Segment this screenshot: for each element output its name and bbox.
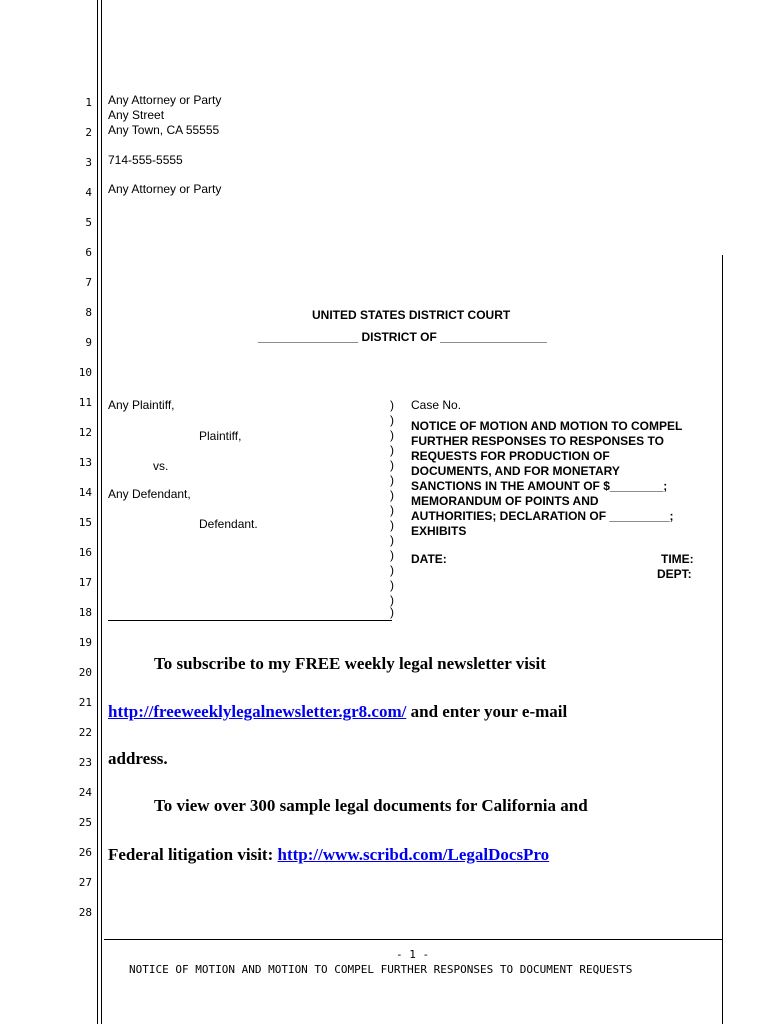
caption-paren: ) [390,473,394,487]
motion-title-line: SANCTIONS IN THE AMOUNT OF $________; [411,479,668,493]
motion-title-line: FURTHER RESPONSES TO RESPONSES TO [411,434,664,448]
line-number: 3 [85,156,92,169]
line-number: 2 [85,126,92,139]
attorney-city: Any Town, CA 55555 [108,123,220,137]
line-number: 28 [78,906,92,919]
hearing-date-label: DATE: [411,552,447,566]
motion-title-line: DOCUMENTS, AND FOR MONETARY [411,464,620,478]
plaintiff-name: Any Plaintiff, [108,398,175,412]
line-number: 8 [85,306,92,319]
line-number: 21 [78,696,92,709]
caption-paren: ) [390,605,394,619]
caption-paren: ) [390,503,394,517]
right-margin-rule [722,255,723,1024]
line-number: 19 [78,636,92,649]
motion-title-line: MEMORANDUM OF POINTS AND [411,494,599,508]
court-district: _______________ DISTRICT OF ________________ [258,330,547,344]
footer-title: NOTICE OF MOTION AND MOTION TO COMPEL FURTHER RESPONSES TO DOCUMENT REQUESTS [129,963,633,976]
line-number: 14 [78,486,92,499]
newsletter-link[interactable]: http://freeweeklylegalnewsletter.gr8.com/ [108,702,407,721]
caption-paren: ) [390,443,394,457]
court-name: UNITED STATES DISTRICT COURT [312,308,511,322]
defendant-name: Any Defendant, [108,487,191,501]
line-number: 13 [78,456,92,469]
caption-bottom-rule [108,620,392,621]
caption-paren: ) [390,488,394,502]
caption-paren: ) [390,593,394,607]
samples-line-1: To view over 300 sample legal documents for California and [154,796,588,815]
caption-paren: ) [390,413,394,427]
case-number-label: Case No. [411,398,462,412]
caption-paren: ) [390,548,394,562]
motion-title-line: AUTHORITIES; DECLARATION OF _________; [411,509,674,523]
line-number: 16 [78,546,92,559]
motion-title-line: EXHIBITS [411,524,467,538]
line-number: 18 [78,606,92,619]
newsletter-line-1: To subscribe to my FREE weekly legal newsletter visit [154,654,546,673]
plaintiff-role: Plaintiff, [199,429,242,443]
defendant-role: Defendant. [199,517,258,531]
line-number: 12 [78,426,92,439]
newsletter-line-2 [108,702,567,722]
caption-paren: ) [390,428,394,442]
versus: vs. [153,459,169,473]
attorney-for: Any Attorney or Party [108,182,222,196]
caption-paren: ) [390,398,394,412]
line-number: 26 [78,846,92,859]
line-number: 17 [78,576,92,589]
caption-paren: ) [390,458,394,472]
footer-rule [104,939,722,940]
page-number: - 1 - [396,948,430,961]
line-number: 23 [78,756,92,769]
samples-line-2 [108,845,549,865]
attorney-name: Any Attorney or Party [108,93,222,107]
motion-title-line: NOTICE OF MOTION AND MOTION TO COMPEL [411,419,683,433]
line-number: 15 [78,516,92,529]
left-margin-rule-1 [97,0,98,1024]
line-number: 25 [78,816,92,829]
attorney-phone: 714-555-5555 [108,153,183,167]
attorney-street: Any Street [108,108,165,122]
line-number: 24 [78,786,92,799]
scribd-link[interactable]: http://www.scribd.com/LegalDocsPro [277,845,550,864]
newsletter-line-3: address. [108,749,168,768]
line-number: 9 [85,336,92,349]
line-number: 7 [85,276,92,289]
line-number: 10 [78,366,92,379]
line-number: 11 [78,396,92,409]
caption-paren: ) [390,563,394,577]
line-number: 1 [85,96,92,109]
caption-paren: ) [390,578,394,592]
hearing-dept-label: DEPT: [657,567,692,581]
hearing-time-label: TIME: [661,552,694,566]
line-number: 20 [78,666,92,679]
line-number: 22 [78,726,92,739]
line-number: 27 [78,876,92,889]
left-margin-rule-2 [101,0,102,1024]
caption-paren: ) [390,533,394,547]
line-number: 4 [85,186,92,199]
samples-prefix: Federal litigation visit: [108,845,278,864]
caption-paren: ) [390,518,394,532]
line-number: 5 [85,216,92,229]
motion-title-line: REQUESTS FOR PRODUCTION OF [411,449,610,463]
newsletter-instruction: and enter your e-mail [406,702,568,721]
line-number: 6 [85,246,92,259]
